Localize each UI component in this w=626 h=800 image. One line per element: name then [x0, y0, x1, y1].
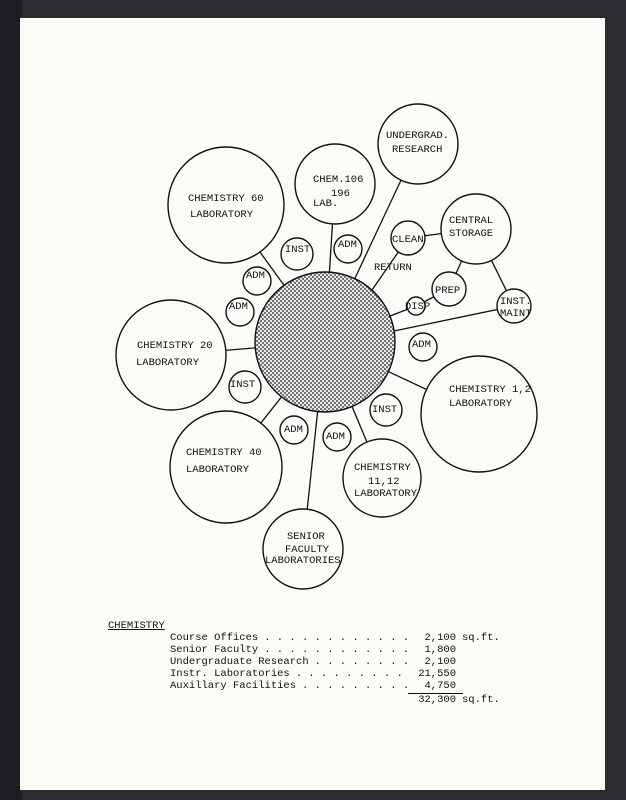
node-label-chem106: LAB.: [313, 198, 339, 210]
table-row-leader: . . . . . . . . .: [295, 668, 403, 680]
node-label-chem60: CHEMISTRY 60: [188, 193, 264, 205]
table-row-label: Senior Faculty: [170, 644, 259, 656]
node-label-chem40: LABORATORY: [186, 464, 250, 476]
table-heading: CHEMISTRY: [108, 620, 165, 632]
total-value: 32,300: [418, 694, 456, 706]
table-row-label: Auxillary Facilities: [170, 680, 297, 692]
node-label-chem1112: CHEMISTRY: [354, 462, 411, 474]
node-label-adm5: ADM: [284, 424, 303, 436]
table-row-value: 1,800: [424, 644, 456, 656]
node-circle-chem20: [116, 300, 226, 410]
table-row-label: Undergraduate Research: [170, 656, 309, 668]
table-row-leader: . . . . . . . .: [314, 656, 410, 668]
node-label-adm1: ADM: [338, 239, 357, 251]
node-label-prep: PREP: [435, 285, 461, 297]
node-label-central: STORAGE: [449, 228, 494, 240]
node-label-disp: DISP: [405, 301, 431, 313]
table-row-leader: . . . . . . . . . . . .: [264, 644, 410, 656]
node-label-inst3: INST: [372, 404, 398, 416]
node-label-adm3: ADM: [229, 301, 248, 313]
node-label-instmaint: INST.: [500, 296, 532, 308]
node-label-chem60: LABORATORY: [190, 209, 254, 221]
node-label-senior: FACULTY: [285, 544, 330, 556]
node-label-central: CENTRAL: [449, 215, 494, 227]
node-label-undergrad: RESEARCH: [392, 144, 443, 156]
hub-circle: [255, 272, 395, 412]
table-row-value: 2,100: [424, 656, 456, 668]
node-label-chem20: CHEMISTRY 20: [137, 340, 213, 352]
node-label-return: RETURN: [374, 262, 412, 274]
table-row-value: 21,550: [418, 668, 456, 680]
node-label-senior: SENIOR: [287, 531, 325, 543]
table-row-value: 4,750: [424, 680, 456, 692]
node-label-chem106: 196: [331, 188, 350, 200]
node-label-inst2: INST: [230, 379, 256, 391]
node-label-chem20: LABORATORY: [136, 357, 200, 369]
table-row-leader: . . . . . . . . .: [302, 680, 410, 692]
node-label-clean: CLEAN: [392, 234, 424, 246]
node-label-chem12: LABORATORY: [449, 398, 513, 410]
table-row-label: Course Offices: [170, 632, 259, 644]
node-label-chem1112: LABORATORY: [354, 488, 418, 500]
node-label-instmaint: MAINT: [500, 308, 532, 320]
node-label-chem1112: 11,12: [368, 476, 400, 488]
node-label-undergrad: UNDERGRAD.: [386, 130, 450, 142]
node-label-inst1: INST: [285, 244, 311, 256]
table-row-leader: . . . . . . . . . . . .: [264, 632, 410, 644]
table-row-label: Instr. Laboratories: [170, 668, 290, 680]
node-label-chem40: CHEMISTRY 40: [186, 447, 262, 459]
node-circle-chem12: [421, 356, 537, 472]
node-label-chem12: CHEMISTRY 1,2: [449, 384, 531, 396]
total-unit: sq.ft.: [462, 694, 500, 706]
node-label-adm6: ADM: [326, 431, 345, 443]
node-label-senior: LABORATORIES: [265, 555, 341, 567]
table-row-value: 2,100: [424, 632, 456, 644]
node-label-chem106: CHEM.106: [313, 174, 364, 186]
node-label-adm2: ADM: [246, 270, 265, 282]
table-row-unit: sq.ft.: [462, 632, 500, 644]
node-circle-chem60: [168, 147, 284, 263]
node-label-adm4: ADM: [412, 339, 431, 351]
